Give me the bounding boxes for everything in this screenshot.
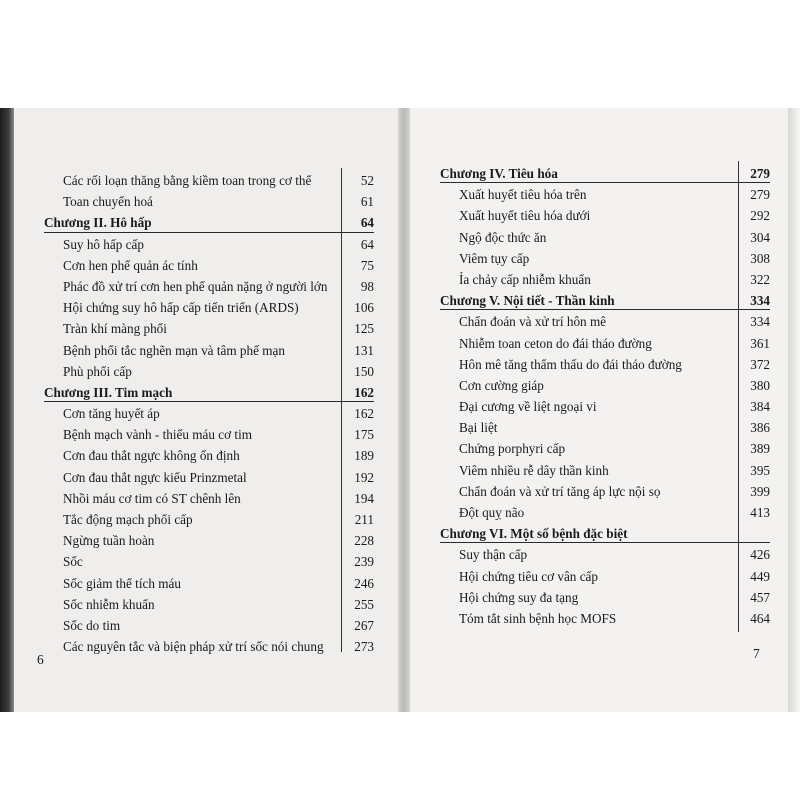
toc-entry: [44, 594, 374, 615]
toc-entry-page: 98: [360, 278, 374, 294]
toc-entry-title: Bệnh phổi tắc nghẽn mạn và tâm phế mạn: [63, 342, 285, 358]
toc-entry-title: Hội chứng suy đa tạng: [459, 589, 579, 605]
toc-chapter-heading: [44, 382, 374, 403]
toc-entry-title: Viêm nhiều rễ dây thần kinh: [459, 462, 609, 478]
toc-entry: [44, 255, 374, 276]
toc-chapter-heading: [44, 212, 374, 233]
toc-entry: [440, 396, 770, 417]
toc-entry: [440, 184, 770, 205]
toc-entry-title: Nhồi máu cơ tim có ST chênh lên: [63, 490, 241, 506]
toc-entry-page: 449: [750, 568, 770, 584]
toc-entry: [44, 276, 374, 297]
toc-entry: [44, 573, 374, 594]
toc-entry-title: Chương III. Tim mạch: [44, 384, 173, 400]
toc-entry: [44, 340, 374, 361]
toc-entry-title: Cơn tăng huyết áp: [63, 406, 160, 422]
toc-entry-title: Hội chứng tiêu cơ vân cấp: [459, 568, 598, 584]
toc-entry-page: 304: [750, 229, 770, 245]
toc-entry-title: Xuất huyết tiêu hóa dưới: [459, 208, 591, 224]
toc-entry-page: 150: [354, 363, 374, 379]
toc-entry: [440, 205, 770, 226]
toc-entry-page: 279: [750, 166, 770, 181]
toc-entry-page: 75: [360, 257, 374, 273]
toc-entry: [44, 445, 374, 466]
toc-entry-page: 395: [750, 462, 770, 478]
left-page-number: 6: [37, 652, 44, 667]
toc-entry: [440, 438, 770, 459]
toc-entry-page: 64: [360, 215, 374, 231]
toc-entry-title: Ngừng tuần hoàn: [63, 533, 155, 549]
toc-entry-title: Tắc động mạch phổi cấp: [63, 512, 193, 527]
toc-entry: [44, 297, 374, 318]
toc-entry: [44, 234, 374, 255]
toc-entry-page: 372: [750, 356, 770, 372]
toc-entry-page: 61: [360, 194, 374, 210]
toc-entry: [440, 502, 770, 523]
toc-entry: [440, 481, 770, 502]
toc-entry-title: Chương V. Nội tiết - Thần kinh: [440, 293, 615, 309]
toc-entry-page: 211: [354, 512, 374, 527]
toc-entry: [440, 375, 770, 396]
toc-chapter-heading: [440, 290, 770, 311]
toc-entry-title: Toan chuyển hoá: [63, 194, 153, 210]
toc-entry-page: 426: [750, 547, 770, 563]
toc-entry-title: Bại liệt: [459, 420, 498, 436]
toc-entry: [44, 403, 374, 424]
toc-entry-title: Cơn cường giáp: [459, 377, 544, 393]
toc-entry-page: 279: [750, 187, 770, 203]
toc-entry: [440, 566, 770, 587]
toc-entry-page: 384: [750, 399, 770, 415]
toc-entry-title: Chương VI. Một số bệnh đặc biệt: [440, 526, 628, 542]
toc-entry: [44, 636, 374, 657]
toc-entry-page: 255: [354, 596, 374, 612]
toc-entry: [440, 311, 770, 332]
toc-entry-page: 322: [750, 271, 770, 287]
toc-entry-title: Sốc giảm thể tích máu: [63, 575, 181, 591]
toc-entry-title: Sốc: [63, 554, 83, 570]
toc-right-list: [440, 163, 770, 629]
toc-entry-title: Chương IV. Tiêu hóa: [440, 166, 558, 181]
toc-entry: [44, 191, 374, 212]
toc-entry: [440, 248, 770, 269]
toc-entry-title: Ngộ độc thức ăn: [459, 229, 547, 245]
toc-entry-page: 131: [354, 342, 374, 358]
toc-entry-page: 162: [354, 406, 374, 422]
toc-entry: [440, 333, 770, 354]
toc-entry-page: 334: [750, 293, 770, 309]
toc-entry-title: Các nguyên tắc và biện pháp xử trí sốc nói chung: [63, 639, 324, 655]
toc-entry-page: 175: [354, 427, 374, 443]
toc-entry-title: Cơn đau thắt ngực kiểu Prinzmetal: [63, 469, 247, 485]
toc-entry: [44, 530, 374, 551]
toc-entry-page: 380: [750, 377, 770, 393]
toc-entry: [44, 170, 374, 191]
toc-entry-title: Hội chứng suy hô hấp cấp tiến triển (ARDS): [63, 300, 299, 316]
toc-entry-title: Nhiễm toan ceton do đái tháo đường: [459, 335, 652, 351]
toc-entry-page: 239: [354, 554, 374, 570]
toc-entry: [440, 587, 770, 608]
toc-entry-title: Ỉa chảy cấp nhiễm khuẩn: [459, 271, 591, 287]
toc-entry-title: Chẩn đoán và xử trí hôn mê: [459, 314, 607, 330]
toc-entry-page: 386: [750, 420, 770, 436]
toc-entry-page: 125: [354, 321, 374, 337]
toc-entry-page: 192: [354, 469, 374, 485]
toc-entry: [440, 269, 770, 290]
toc-entry-page: 52: [360, 173, 374, 188]
toc-entry-page: 64: [360, 236, 374, 252]
toc-entry: [440, 227, 770, 248]
toc-entry-title: Tóm tắt sinh bệnh học MOFS: [459, 610, 617, 626]
toc-entry: [440, 460, 770, 481]
toc-entry: [44, 615, 374, 636]
toc-entry-title: Đột quỵ não: [459, 505, 525, 520]
toc-entry-title: Tràn khí màng phổi: [63, 321, 167, 337]
toc-entry-title: Bệnh mạch vành - thiếu máu cơ tim: [63, 427, 252, 443]
toc-entry-title: Viêm tụy cấp: [459, 250, 530, 266]
toc-entry-title: Xuất huyết tiêu hóa trên: [459, 187, 587, 203]
toc-entry-page: 246: [354, 575, 374, 591]
toc-entry-page: 189: [354, 448, 374, 464]
toc-chapter-heading: [440, 163, 770, 184]
toc-entry-page: 162: [354, 384, 374, 400]
toc-entry-title: Cơn đau thắt ngực không ổn định: [63, 448, 240, 464]
toc-entry: [44, 424, 374, 445]
toc-entry-title: Chứng porphyri cấp: [459, 441, 566, 457]
toc-entry-page: 389: [750, 441, 770, 457]
toc-entry: [440, 417, 770, 438]
toc-entry-page: 292: [750, 208, 770, 224]
toc-chapter-heading: [440, 523, 770, 544]
toc-entry-title: Chương II. Hô hấp: [44, 215, 152, 231]
toc-entry-page: 361: [750, 335, 770, 351]
toc-entry: [440, 354, 770, 375]
toc-entry-page: 457: [750, 589, 770, 605]
toc-entry-title: Chẩn đoán và xử trí tăng áp lực nội sọ: [459, 483, 661, 499]
toc-entry-page: 267: [354, 617, 374, 633]
page-column-rule: [341, 168, 342, 652]
toc-entry-page: 308: [750, 250, 770, 266]
toc-entry-page: 194: [354, 490, 374, 506]
toc-entry: [44, 361, 374, 382]
toc-entry: [44, 318, 374, 339]
page-column-rule: [738, 161, 739, 632]
book-edge-left: [0, 108, 14, 712]
toc-entry: [44, 551, 374, 572]
toc-entry: [440, 544, 770, 565]
toc-entry-title: Đại cương về liệt ngoại vi: [459, 399, 597, 415]
toc-entry-title: Hôn mê tăng thẩm thấu do đái tháo đường: [459, 356, 682, 372]
toc-entry-page: 106: [354, 300, 374, 316]
toc-entry-title: Sốc do tim: [63, 617, 121, 633]
toc-entry-title: Các rối loạn thăng bằng kiềm toan trong cơ thể: [63, 173, 312, 188]
toc-entry: [44, 488, 374, 509]
book-gutter: [398, 108, 410, 712]
toc-entry-page: 228: [354, 533, 374, 549]
toc-entry-page: 273: [354, 639, 374, 655]
toc-entry: [440, 608, 770, 629]
toc-entry: [44, 509, 374, 530]
toc-entry-title: Suy hô hấp cấp: [63, 236, 144, 252]
toc-entry-title: Sốc nhiễm khuẩn: [63, 596, 155, 612]
right-page-number: 7: [753, 646, 760, 661]
toc-entry-page: 464: [750, 610, 770, 626]
toc-entry-page: 334: [750, 314, 770, 330]
book-edge-right: [788, 108, 800, 712]
toc-left-list: [44, 170, 374, 657]
toc-entry-title: Phác đồ xử trí cơn hen phế quản nặng ở người lớn: [63, 278, 328, 294]
toc-entry-page: 413: [750, 505, 770, 520]
toc-entry-title: Phù phổi cấp: [63, 363, 132, 379]
toc-entry-page: 399: [750, 483, 770, 499]
toc-entry-title: Cơn hen phế quản ác tính: [63, 257, 198, 273]
toc-entry-title: Suy thận cấp: [459, 547, 528, 563]
toc-entry: [44, 467, 374, 488]
